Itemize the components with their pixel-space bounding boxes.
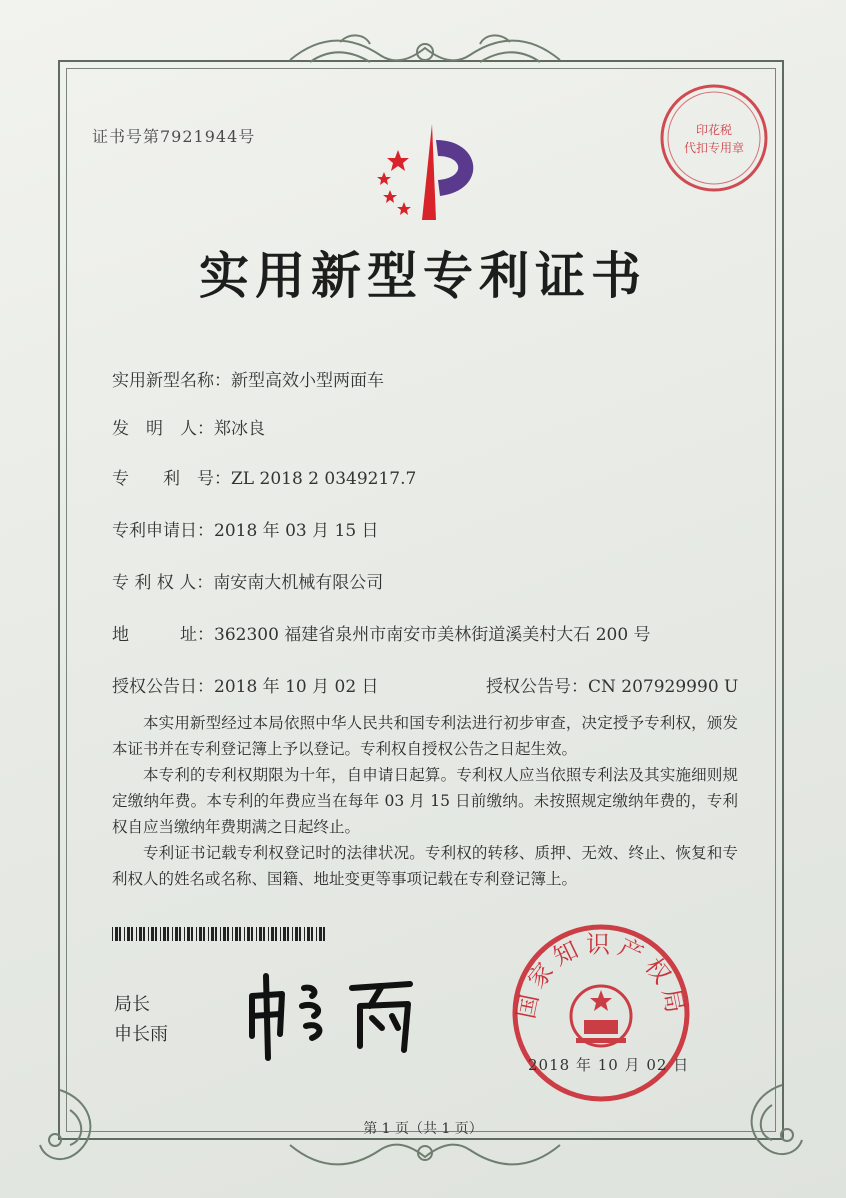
grant-number-value: CN 207929990 U bbox=[588, 677, 739, 697]
certificate-title: 实用新型专利证书 bbox=[199, 247, 647, 305]
patentee-label: 专 利 权 人： bbox=[112, 573, 214, 593]
grant-date-value: 2018 年 10 月 02 日 bbox=[214, 677, 379, 697]
paragraph-term-and-fees: 本专利的专利权期限为十年，自申请日起算。专利权人应当依照专利法及其实施细则规定缴纳年费。本专利的年费应当在每年 03 月 15 日前缴纳。未按照规定缴纳年费的，专利权自应当缴纳年费期满之日起终止。 bbox=[112, 766, 738, 836]
paragraph-legal-status: 专利证书记载专利权登记时的法律状况。专利权的转移、质押、无效、终止、恢复和专利权人的姓名或名称、国籍、地址变更等事项记载在专利登记簿上。 bbox=[112, 844, 738, 888]
page-number: 第 1 页（共 1 页） bbox=[363, 1121, 483, 1137]
bottom-ornament bbox=[280, 1135, 570, 1175]
filing-date-row bbox=[112, 516, 379, 541]
filing-date-value: 2018 年 03 月 15 日 bbox=[214, 521, 379, 541]
seal-date: 2018 年 10 月 02 日 bbox=[528, 1056, 690, 1074]
patent-number-row bbox=[112, 464, 416, 489]
official-seal bbox=[508, 920, 694, 1110]
grant-number-row bbox=[486, 672, 738, 697]
address-row bbox=[112, 620, 651, 645]
inventor-label: 发 明 人： bbox=[112, 419, 214, 439]
tax-stamp-text-line1: 印花税 bbox=[695, 123, 733, 137]
utility-model-name-value: 新型高效小型两面车 bbox=[231, 371, 384, 391]
utility-model-name-row bbox=[112, 366, 384, 391]
paragraph-grant-decision: 本实用新型经过本局依照中华人民共和国专利法进行初步审查，决定授予专利权，颁发本证书并在专利登记簿上予以登记。专利权自授权公告之日起生效。 bbox=[112, 714, 738, 758]
grant-date-label: 授权公告日： bbox=[112, 677, 214, 697]
cnipa-logo bbox=[370, 120, 490, 234]
director-title: 局长 bbox=[114, 994, 150, 1015]
address-label: 地 址： bbox=[112, 625, 214, 645]
top-ornament bbox=[280, 30, 570, 76]
address-value: 362300 福建省泉州市南安市美林街道溪美村大石 200 号 bbox=[214, 625, 651, 645]
seal-text: 国家知识产权局 bbox=[511, 930, 691, 1022]
inventor-row bbox=[112, 414, 265, 439]
director-name: 申长雨 bbox=[114, 1024, 168, 1045]
certificate-number: 证书号第7921944号 bbox=[92, 127, 256, 146]
tax-stamp bbox=[656, 80, 772, 200]
patent-number-value: ZL 2018 2 0349217.7 bbox=[231, 469, 417, 489]
patent-number-label: 专 利 号： bbox=[112, 469, 231, 489]
barcode bbox=[112, 926, 328, 945]
grant-date-row bbox=[112, 672, 379, 697]
patentee-value: 南安南大机械有限公司 bbox=[213, 573, 384, 593]
patentee-row bbox=[112, 568, 383, 593]
utility-model-name-label: 实用新型名称： bbox=[112, 371, 231, 391]
filing-date-label: 专利申请日： bbox=[112, 521, 214, 541]
tax-stamp-text-line2: 代扣专用章 bbox=[683, 141, 745, 155]
grant-number-label: 授权公告号： bbox=[486, 677, 588, 697]
inventor-value: 郑冰良 bbox=[214, 419, 265, 439]
director-signature bbox=[232, 966, 442, 1070]
